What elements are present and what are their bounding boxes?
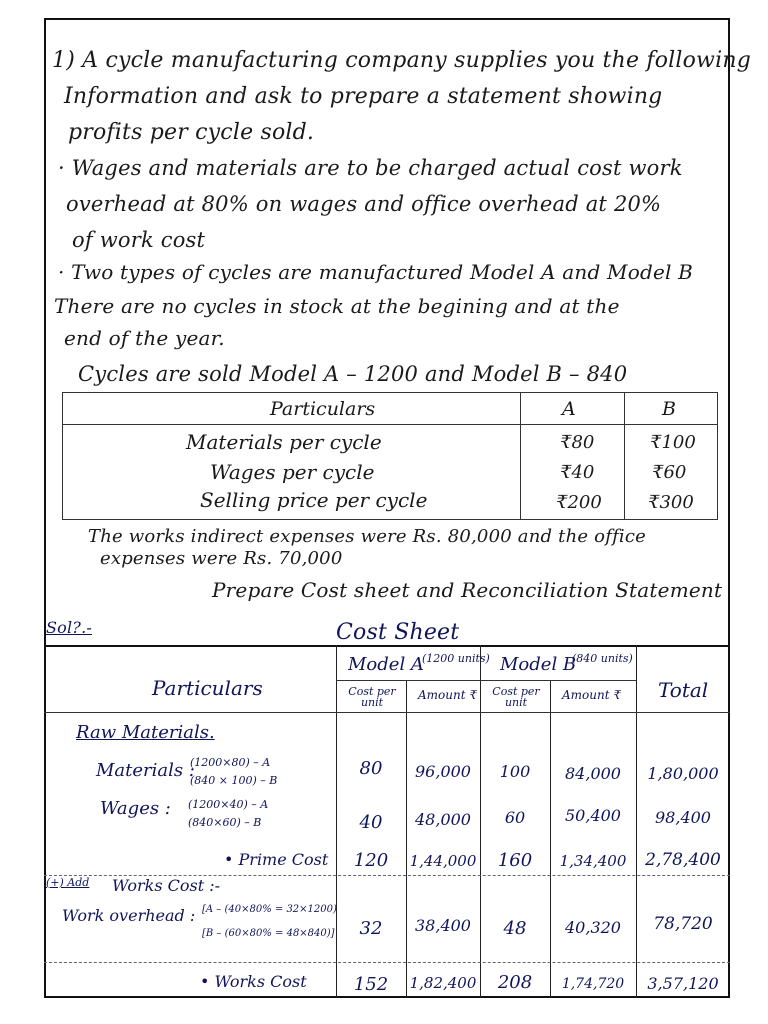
- grid-line: [336, 680, 636, 681]
- prime-total: 2,78,400: [645, 850, 721, 870]
- grid-line: [44, 962, 730, 963]
- overhead-amt-a: 38,400: [415, 916, 471, 935]
- works-amt-b: 1,74,720: [561, 976, 625, 992]
- overhead-total: 78,720: [653, 914, 713, 934]
- prime-cpu-a: 120: [353, 850, 389, 871]
- wages-calc-b: (840×60) – B: [188, 816, 262, 829]
- col-header-total: Total: [658, 678, 709, 702]
- solution-label: Sol?.-: [46, 618, 92, 637]
- question-line-10: Cycles are sold Model A – 1200 and Model B – 840: [78, 362, 628, 386]
- col-header-amount-a: Amount ₹: [418, 688, 477, 702]
- question-line-2: Information and ask to prepare a statement showing: [64, 84, 663, 109]
- question-line-9: end of the year.: [64, 326, 225, 350]
- cost-sheet-title: Cost Sheet: [336, 620, 460, 645]
- ptable-row-wages-label: Wages per cycle: [210, 460, 375, 484]
- wages-label: Wages :: [100, 798, 171, 819]
- materials-label: Materials :: [96, 760, 195, 781]
- works-cpu-a: 152: [353, 974, 389, 995]
- materials-calc-a: (1200×80) – A: [190, 756, 271, 769]
- wages-cpu-b: 60: [504, 808, 526, 827]
- ptable-row-materials-label: Materials per cycle: [186, 430, 382, 454]
- col-header-cpu-a: Cost per unit: [348, 685, 396, 709]
- works-expenses-line: The works indirect expenses were Rs. 80,000 and the office: [88, 526, 647, 547]
- question-line-8: There are no cycles in stock at the begining and at the: [54, 294, 620, 318]
- materials-calc-b: (840 × 100) – B: [190, 774, 278, 787]
- work-overhead-calc-b: [B – (60×80% = 48×840)]: [202, 928, 335, 939]
- prepare-instruction: Prepare Cost sheet and Reconciliation Statement: [212, 578, 723, 602]
- question-line-4: · Wages and materials are to be charged actual cost work: [58, 156, 683, 180]
- work-overhead-calc-a: [A – (40×80% = 32×1200): [202, 904, 337, 915]
- col-header-particulars: Particulars: [152, 676, 263, 700]
- wages-total: 98,400: [655, 808, 711, 827]
- materials-cpu-a: 80: [359, 758, 383, 779]
- work-overhead-label: Work overhead :: [62, 906, 196, 925]
- ptable-row-wages-b: ₹60: [652, 462, 687, 483]
- question-line-1: 1) A cycle manufacturing company supplies you the following: [52, 48, 751, 73]
- ptable-header-b: B: [662, 398, 676, 420]
- ptable-row-materials-b: ₹100: [650, 432, 696, 453]
- section-raw-materials: Raw Materials.: [76, 722, 215, 743]
- works-amt-a: 1,82,400: [409, 974, 477, 992]
- model-a-units: (1200 units): [422, 652, 490, 665]
- wages-calc-a: (1200×40) – A: [188, 798, 269, 811]
- question-line-3: profits per cycle sold.: [68, 120, 315, 145]
- prime-cpu-b: 160: [497, 850, 533, 871]
- ptable-row-selling-b: ₹300: [648, 492, 694, 513]
- table-divider: [520, 392, 521, 520]
- ptable-row-wages-a: ₹40: [560, 462, 595, 483]
- office-expenses-line: expenses were Rs. 70,000: [100, 548, 343, 569]
- wages-amt-a: 48,000: [415, 810, 471, 829]
- grid-line: [406, 680, 407, 998]
- overhead-cpu-a: 32: [359, 918, 383, 939]
- add-label: (+) Add: [46, 876, 90, 889]
- materials-amt-b: 84,000: [565, 764, 621, 783]
- question-line-5: overhead at 80% on wages and office overhead at 20%: [66, 192, 662, 216]
- col-header-cpu-b: Cost per unit: [492, 685, 540, 709]
- materials-cpu-b: 100: [499, 762, 531, 781]
- overhead-amt-b: 40,320: [565, 918, 621, 937]
- wages-amt-b: 50,400: [565, 806, 621, 825]
- col-header-model-b: Model B: [500, 654, 577, 675]
- ptable-row-selling-a: ₹200: [556, 492, 602, 513]
- materials-total: 1,80,000: [647, 764, 719, 783]
- model-b-units: (840 units): [572, 652, 633, 665]
- works-cost-section-label: Works Cost :-: [112, 876, 221, 895]
- question-line-6: of work cost: [72, 228, 206, 252]
- col-header-amount-b: Amount ₹: [562, 688, 621, 702]
- ptable-row-materials-a: ₹80: [560, 432, 595, 453]
- col-header-model-a: Model A: [348, 654, 424, 675]
- works-total: 3,57,120: [647, 974, 719, 993]
- prime-amt-a: 1,44,000: [409, 852, 477, 870]
- table-divider: [624, 392, 625, 520]
- grid-line: [44, 712, 730, 713]
- prime-amt-b: 1,34,400: [559, 852, 627, 870]
- ptable-header-particulars: Particulars: [270, 398, 376, 420]
- ptable-header-a: A: [562, 398, 576, 420]
- wages-cpu-a: 40: [359, 812, 383, 833]
- grid-line: [550, 680, 551, 998]
- question-line-7: · Two types of cycles are manufactured Model A and Model B: [58, 260, 694, 284]
- materials-amt-a: 96,000: [415, 762, 471, 781]
- works-cost-label: • Works Cost: [200, 972, 307, 991]
- overhead-cpu-b: 48: [503, 918, 527, 939]
- works-cpu-b: 208: [497, 972, 533, 993]
- prime-cost-label: • Prime Cost: [224, 850, 329, 869]
- ptable-row-selling-label: Selling price per cycle: [200, 488, 428, 512]
- table-divider: [62, 424, 718, 425]
